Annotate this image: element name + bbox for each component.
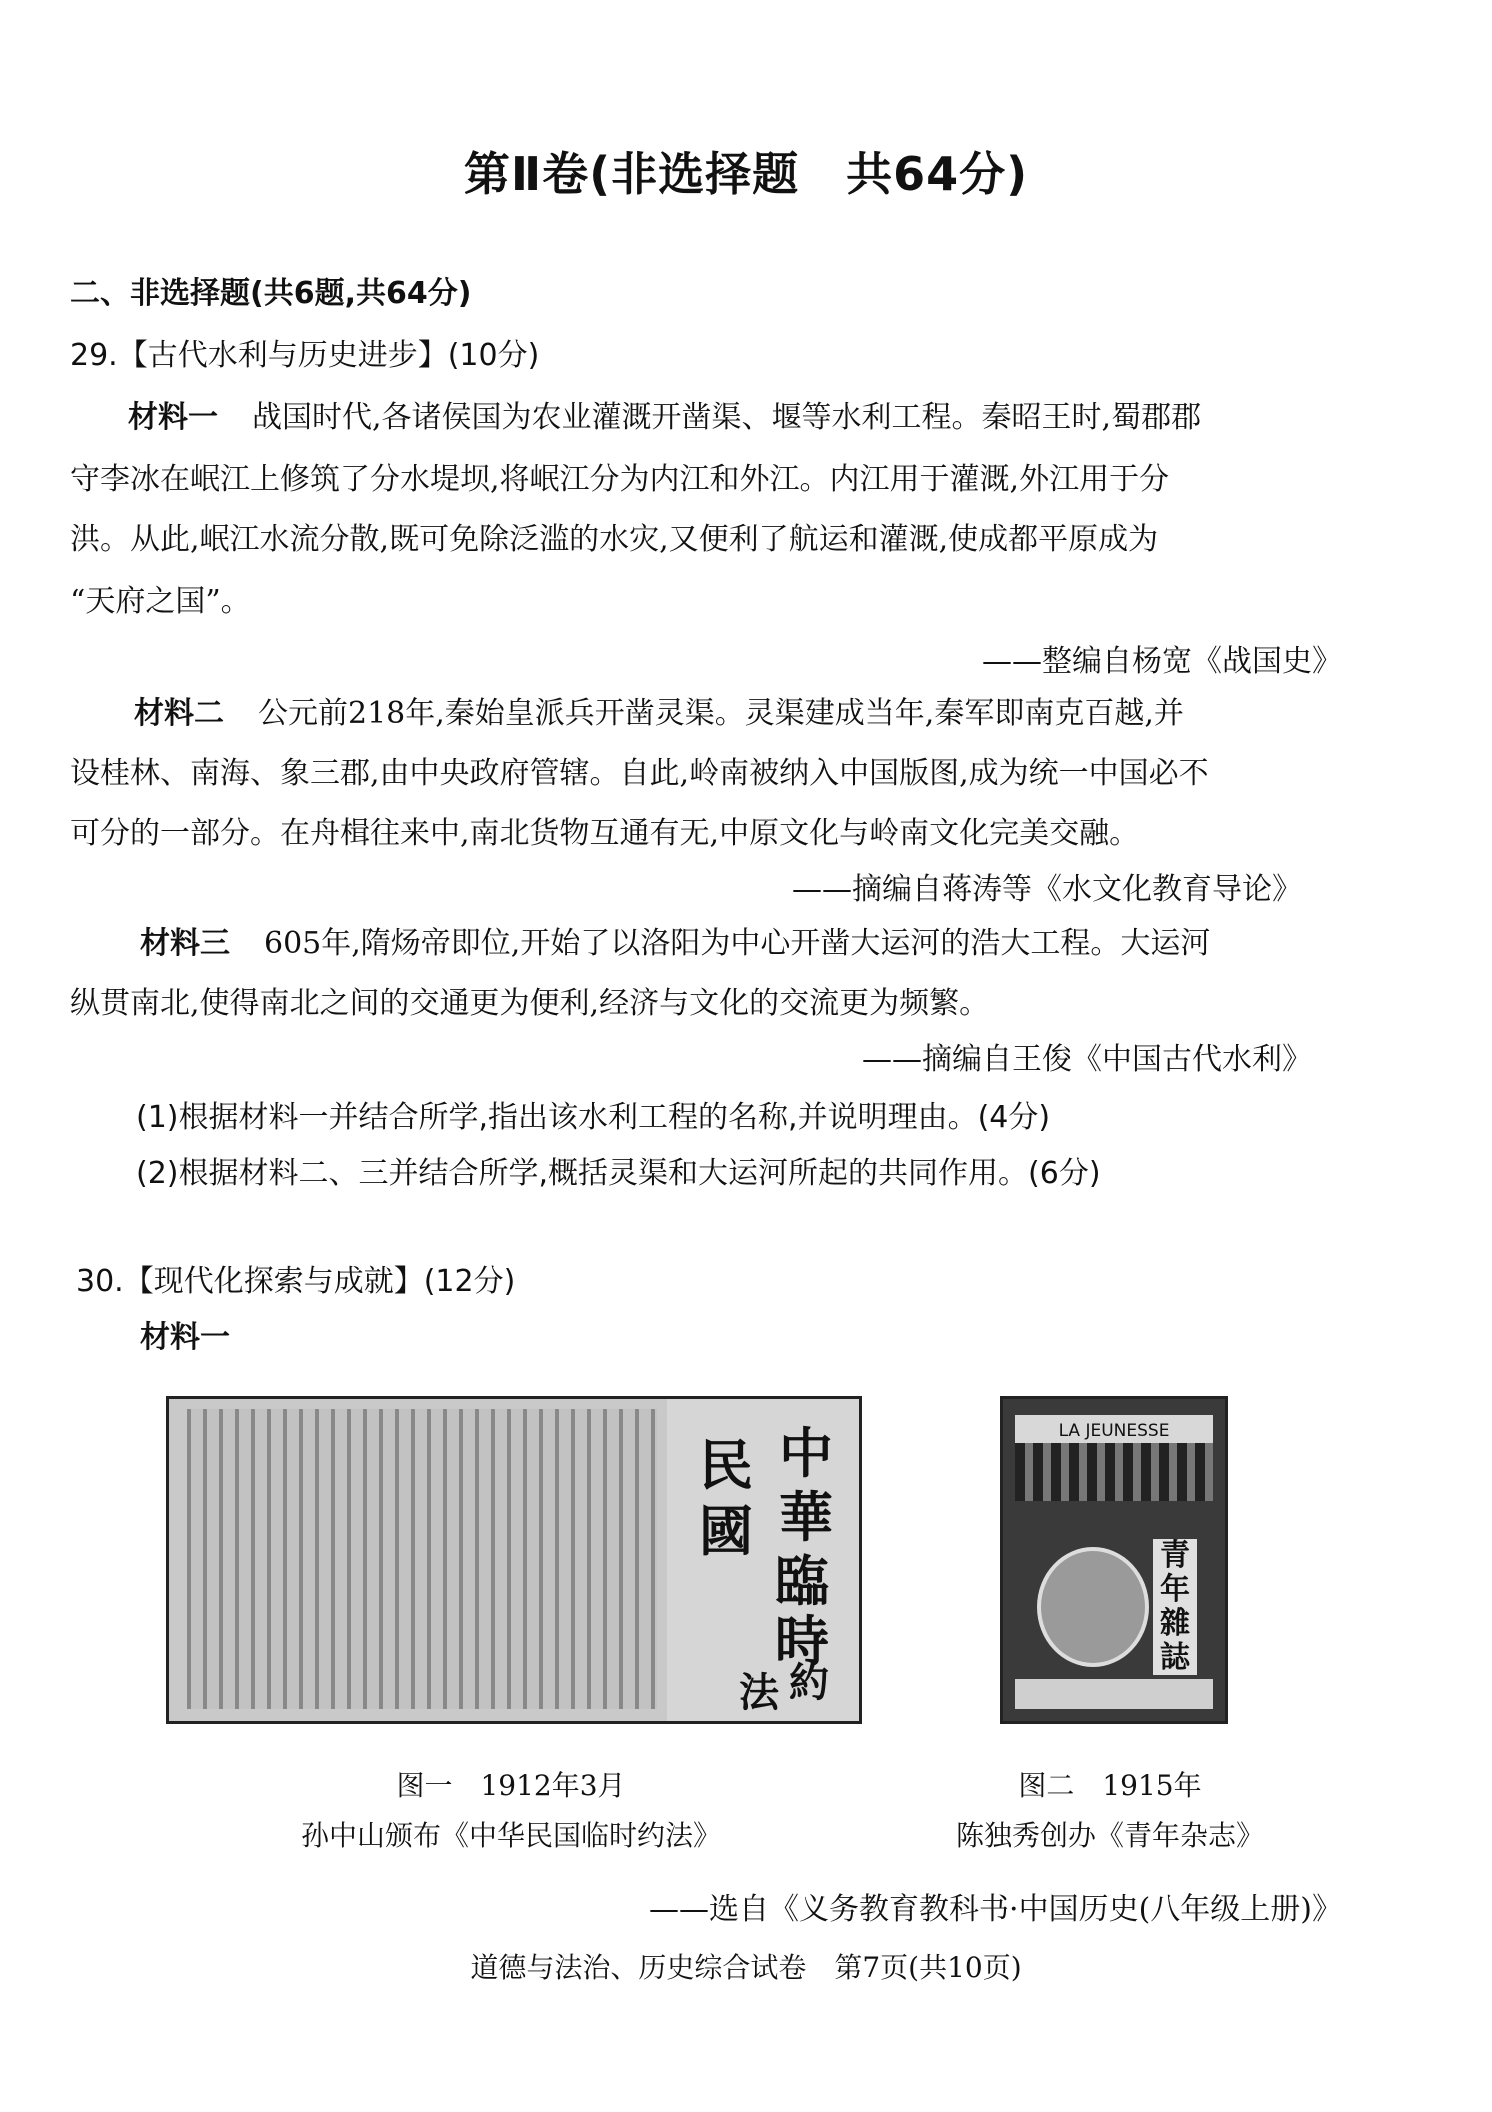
cover-char: 國 — [699, 1499, 753, 1563]
exam-part-title: 第Ⅱ卷(非选择题 共64分) — [463, 147, 1029, 201]
q29-material-2-first-line — [134, 688, 1184, 732]
magazine-latin-title: LA JEUNESSE — [1058, 1421, 1170, 1441]
material-text-line: 纵贯南北,使得南北之间的交通更为便利,经济与文化的交流更为频繁。 — [70, 986, 990, 1021]
material-text-line: 战国时代,各诸侯国为农业灌溉开凿渠、堰等水利工程。秦昭王时,蜀郡郡 — [252, 400, 1202, 435]
figure-1-caption-line-1: 图一 1912年3月 — [396, 1769, 626, 1802]
figure-source: ——选自《义务教育教科书·中国历史(八年级上册)》 — [649, 1892, 1342, 1927]
material-label: 材料一 — [128, 400, 218, 435]
figure-2-new-youth-magazine-cover — [1000, 1396, 1228, 1724]
figure-1-caption-line-2: 孙中山颁布《中华民国临时约法》 — [300, 1819, 721, 1852]
material-source: ——整编自杨宽《战国史》 — [982, 644, 1342, 679]
material-source: ——摘编自王俊《中国古代水利》 — [862, 1042, 1312, 1077]
title-char: 年 — [1160, 1572, 1190, 1607]
question-29-heading: 29.【古代水利与历史进步】(10分) — [70, 338, 540, 373]
material-label: 材料一 — [140, 1320, 230, 1355]
material-text-line: 设桂林、南海、象三郡,由中央政府管辖。自此,岭南被纳入中国版图,成为统一中国必不 — [70, 756, 1209, 791]
magazine-vertical-title — [1153, 1539, 1197, 1675]
material-label: 材料二 — [134, 696, 224, 731]
figure-1-provisional-constitution-image — [166, 1396, 862, 1724]
cover-char: 時 — [775, 1609, 829, 1673]
figure-2-caption-line-2: 陈独秀创办《青年杂志》 — [955, 1819, 1264, 1852]
title-char: 雜 — [1160, 1606, 1190, 1641]
question-30-heading: 30.【现代化探索与成就】(12分) — [76, 1264, 516, 1299]
page-footer: 道德与法治、历史综合试卷 第7页(共10页) — [470, 1951, 1022, 1984]
material-text-line: 可分的一部分。在舟楫往来中,南北货物互通有无,中原文化与岭南文化完美交融。 — [70, 816, 1140, 851]
material-text-line: 605年,隋炀帝即位,开始了以洛阳为中心开凿大运河的浩大工程。大运河 — [264, 926, 1211, 961]
cover-char: 臨 — [775, 1549, 829, 1613]
material-text-line: 公元前218年,秦始皇派兵开凿灵渠。灵渠建成当年,秦军即南克百越,并 — [258, 696, 1184, 731]
cover-char: 約 — [789, 1659, 829, 1706]
cover-portrait — [1037, 1547, 1149, 1667]
material-text-line: “天府之国”。 — [70, 584, 251, 619]
title-char: 青 — [1160, 1538, 1190, 1573]
q29-subquestion-1: (1)根据材料一并结合所学,指出该水利工程的名称,并说明理由。(4分) — [136, 1100, 1051, 1135]
cover-char: 民 — [699, 1433, 753, 1497]
title-char: 誌 — [1160, 1640, 1190, 1675]
cover-char: 華 — [779, 1485, 833, 1549]
document-text-columns — [187, 1409, 657, 1709]
figure-2-caption-line-1: 图二 1915年 — [1018, 1769, 1202, 1802]
cover-char: 法 — [739, 1669, 779, 1716]
q29-material-1-first-line — [128, 392, 1201, 436]
material-label: 材料三 — [140, 926, 230, 961]
cover-crowd-illustration — [1015, 1443, 1213, 1501]
q29-subquestion-2: (2)根据材料二、三并结合所学,概括灵渠和大运河所起的共同作用。(6分) — [136, 1156, 1101, 1191]
section-heading: 二、非选择题(共6题,共64分) — [70, 276, 472, 311]
cover-char: 中 — [779, 1421, 833, 1485]
material-text-line: 洪。从此,岷江水流分散,既可免除泛滥的水灾,又便利了航运和灌溉,使成都平原成为 — [70, 522, 1159, 557]
material-source: ——摘编自蒋涛等《水文化教育导论》 — [792, 872, 1302, 907]
cover-bottom-strip — [1015, 1679, 1213, 1709]
q29-material-3-first-line — [140, 918, 1210, 962]
document-cover — [667, 1399, 859, 1721]
material-text-line: 守李冰在岷江上修筑了分水堤坝,将岷江分为内江和外江。内江用于灌溉,外江用于分 — [70, 462, 1170, 497]
